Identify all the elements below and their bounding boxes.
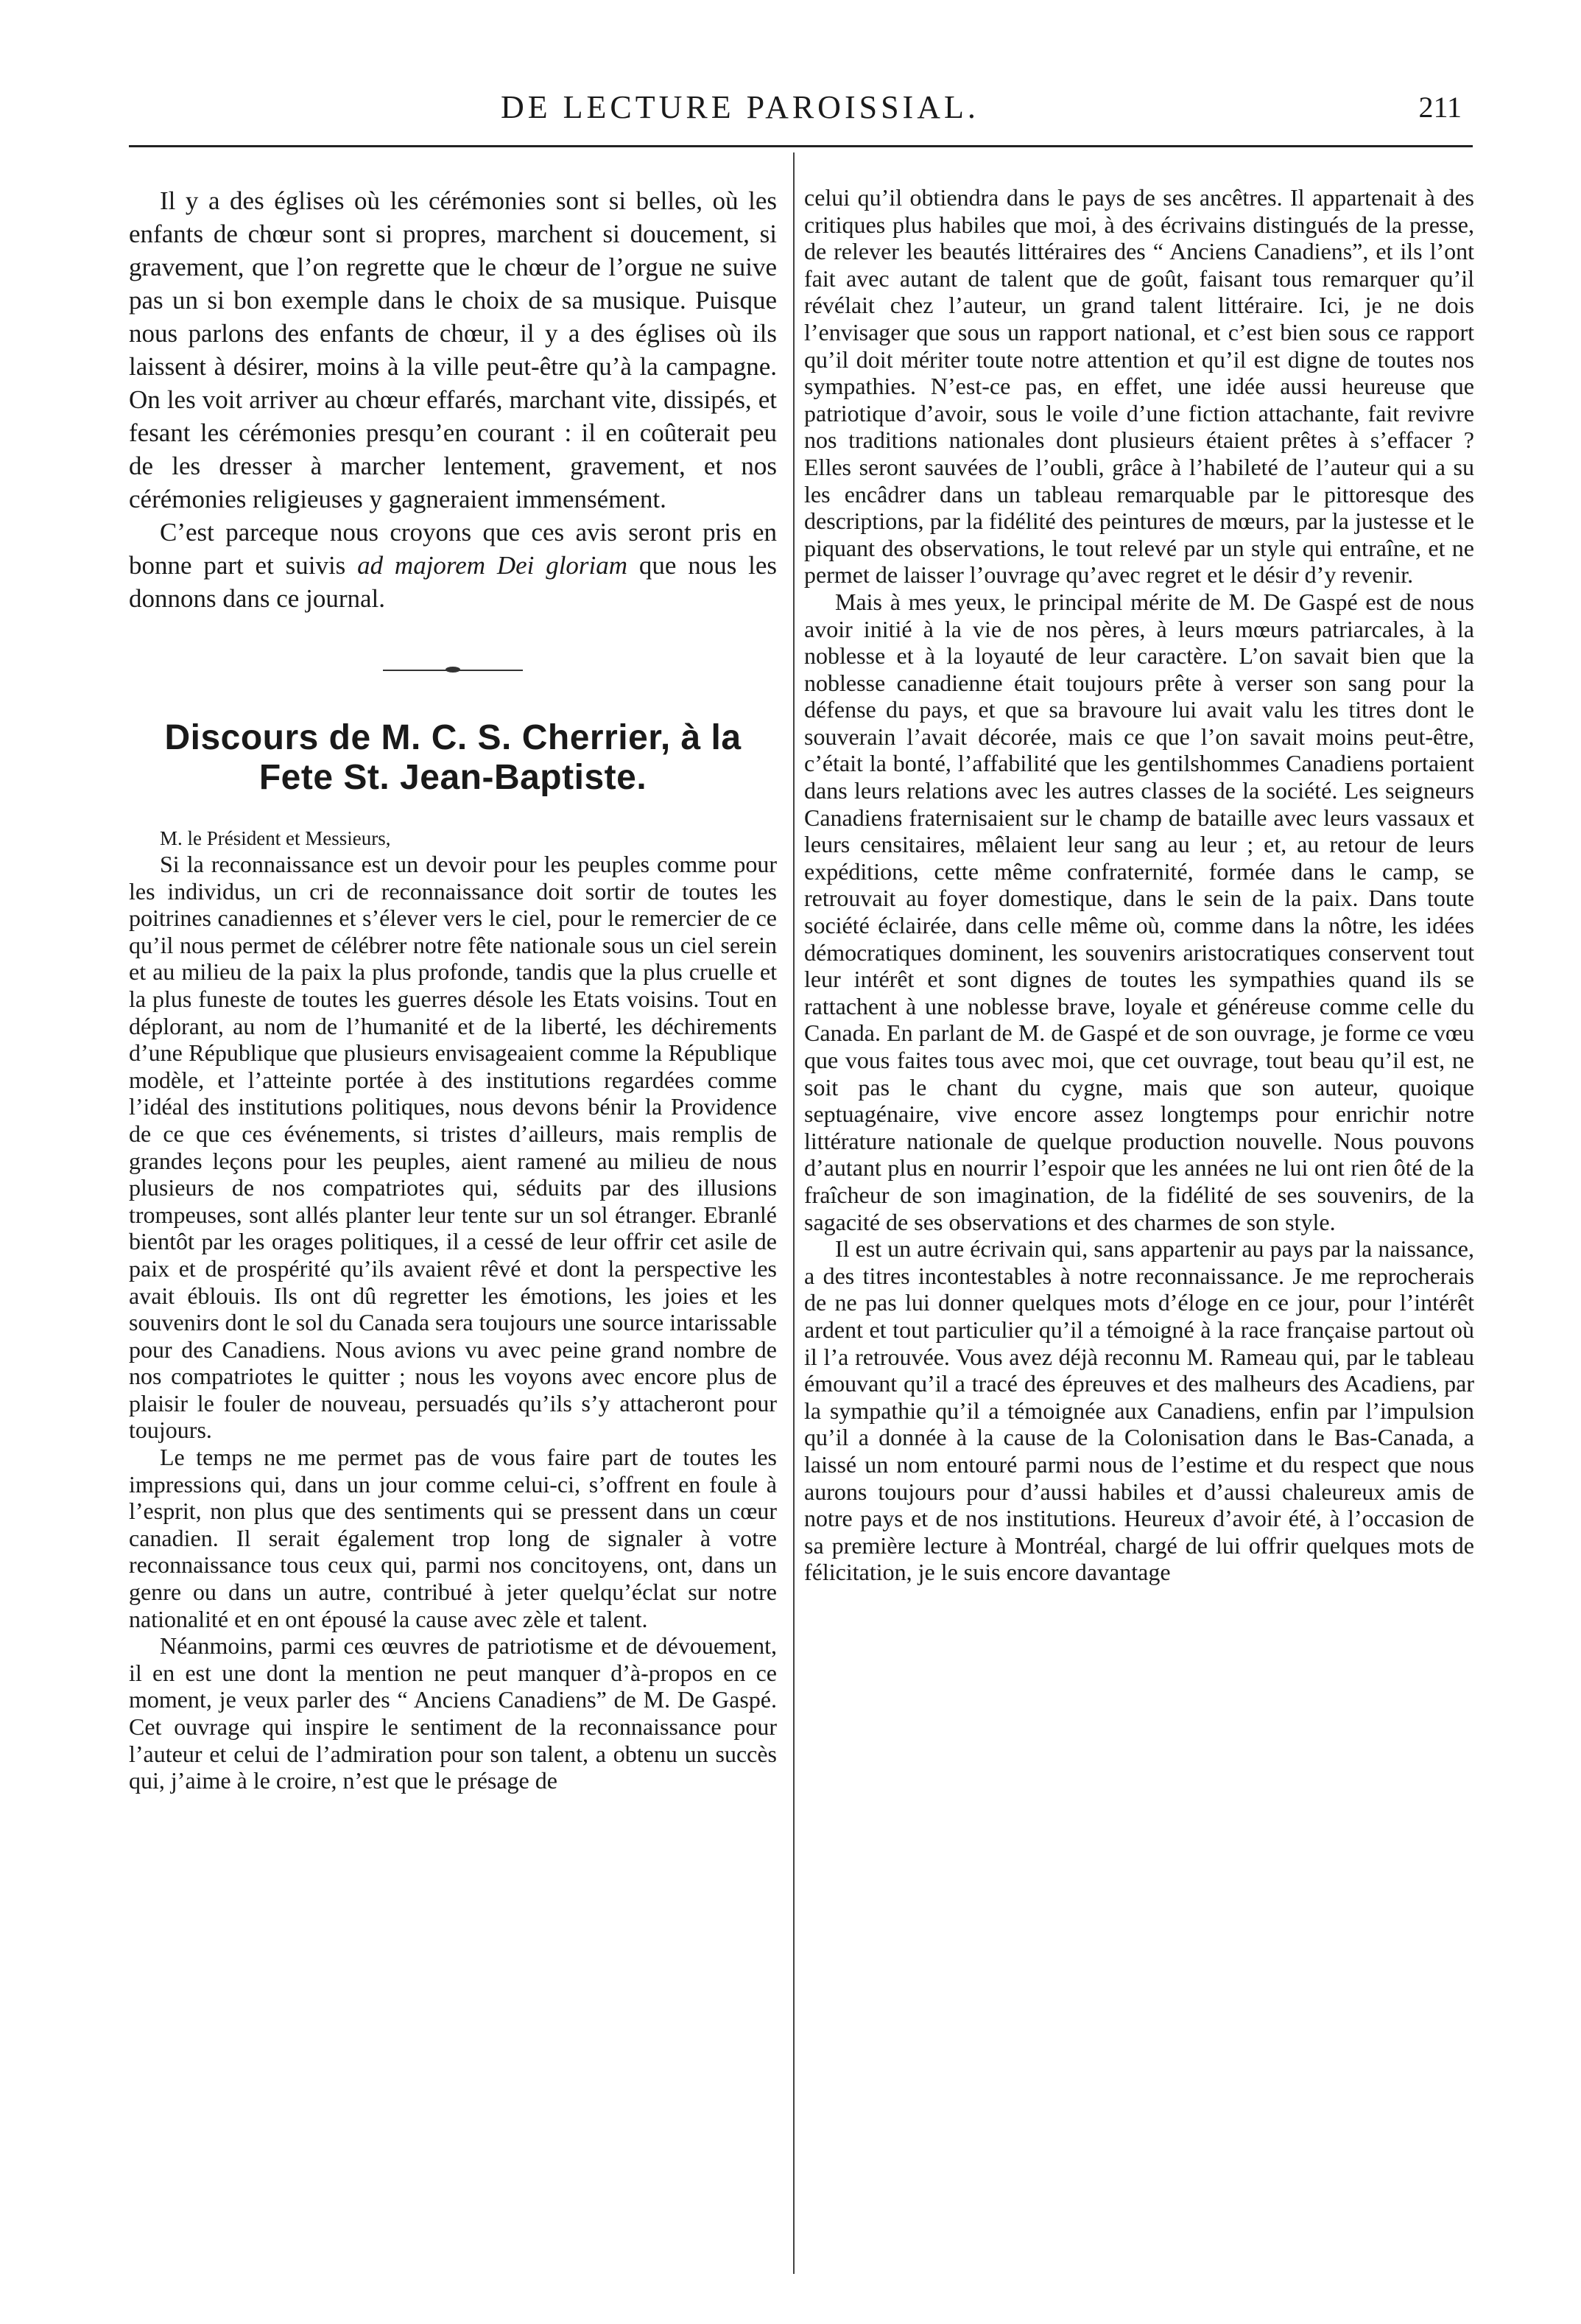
section-ornament [383, 667, 523, 674]
column-divider [793, 152, 795, 2274]
page-header [129, 88, 1476, 140]
speech-title: Discours de M. C. S. Cherrier, à la Fete St. Jean-Baptiste. [164, 718, 742, 797]
paragraph [129, 516, 777, 615]
speech-section [129, 851, 777, 1794]
left-column [129, 184, 777, 1794]
paragraph: Si la reconnaissance est un devoir pour les peuples comme pour les individus, un cri de reconnaissance doit sortir de toutes les poitrines canadiennes et s’élever vers le ciel, pour le remercier de ce qu’il nous permet de célébrer notre fête nationale sous un ciel serein et au milieu de la paix la plus profonde, tandis que la plus cruelle et la plus funeste de toutes les guerres désole les Etats voisins. Tout en déplorant, au nom de l’humanité et de la liberté, les déchirements d’une République que plusieurs envisageaient comme la République modèle, et l’atteinte portée à des institutions regardées comme l’idéal des institutions politiques, nous devons bénir la Providence de ce que ces événements, si tristes d’ailleurs, mais remplis de grandes leçons pour les peuples, aient ramené au milieu de nous plusieurs de nos compatriotes qui, séduits par des illusions trompeuses, sont allés planter leur tente sur un sol étranger. Ebranlé bientôt par les orages politiques, il a cessé de leur offrir cet asile de paix et de prospérité qu’ils avaient rêvé et dont la perspective les avait éblouis. Ils ont dû regretter les émotions, les joies et les souvenirs dont le sol du Canada sera toujours une source intarissable pour des Canadiens. Nous avions vu avec peine grand nombre de nos compatriotes le quitter ; nous les voyons avec encore plus de plaisir le fouler de nouveau, persuadés qu’ils s’y attacheront pour toujours. [129, 851, 777, 1444]
paragraph: Il y a des églises où les cérémonies sont si belles, où les enfants de chœur sont si propres, marchent si doucement, si gravement, que l’on regrette que le chœur de l’orgue ne suive pas un si bon exemple dans le choix de sa musique. Puisque nous parlons des enfants de chœur, il y a des églises où ils laissent à désirer, moins à la ville peut-être qu’à la campagne. On les voit arriver au chœur effarés, marchant vite, dissipés, et fesant les cérémonies presqu’en courant : il en coûterait peu de les dresser à marcher lentement, gravement, et nos cérémonies religieuses y gagneraient immensément. [129, 186, 777, 513]
paragraph: Mais à mes yeux, le principal mérite de M. De Gaspé est de nous avoir initié à la vie de nos pères, à leurs mœurs patriarcales, à la noblesse et à la loyauté de leur caractère. L’on savait bien que la noblesse canadienne était toujours prête à verser son sang pour la défense du pays, et que sa bravoure lui avait valu les titres dont le souverain l’avait décorée, mais ce que l’on savait moins peut-être, c’était la bonté, l’affabilité que les gentilshommes Canadiens portaient dans leurs relations avec les autres classes de la société. Les seigneurs Canadiens fraternisaient sur le champ de bataille avec leurs vassaux et leurs censitaires, mêlaient leur sang au leur ; et, au retour de leurs expéditions, cette même confraternité, formée dans le camp, se retrouvait au foyer domestique, dans le sein de la paix. Dans toute société éclairée, dans celle même où, comme dans la nôtre, les idées démocratiques dominent, les souvenirs aristocratiques conservent tout leur intérêt et sont dignes de toutes les sympathies quand ils se rattachent à une noblesse brave, loyale et généreuse comme celle du Canada. En parlant de M. de Gaspé et de son ouvrage, je forme ce vœu que vous faites tous avec moi, que cet ouvrage, tout beau qu’il est, ne soit pas le chant du cygne, mais que son auteur, quoique septuagénaire, vive encore assez longtemps pour enrichir notre littérature nationale de quelque production nouvelle. Nous pouvons d’autant plus en nourrir l’espoir que les années ne lui ont rien ôté de la fraîcheur de son imagination, de la fidélité de ses souvenirs, de la sagacité de ses observations et des charmes de son style. [804, 588, 1474, 1235]
running-title: DE LECTURE PAROISSIAL. [501, 89, 979, 125]
paragraph: celui qu’il obtiendra dans le pays de ses ancêtres. Il appartenait à des critiques plus habiles que moi, à des écrivains distingués de la presse, de relever les beautés littéraires des “ Anciens Canadiens”, et ils l’ont fait avec autant de talent que de goût, faisant tous remarquer qu’il révélait chez l’auteur, un grand talent littéraire. Ici, je ne dois l’envisager que sous un rapport national, et c’est bien sous ce rapport qu’il doit mériter toute notre attention et qu’il est digne de toutes nos sympathies. N’est-ce pas, en effet, une idée aussi heureuse que patriotique d’avoir, sous le voile d’une fiction attachante, fait revivre nos traditions nationales dont plusieurs étaient prêtes à s’effacer ? Elles seront sauvées de l’oubli, grâce à l’habileté de l’auteur qui a su les encâdrer dans un tableau remarquable par le pittoresque des descriptions, par la fidélité des peintures de mœurs, par la justesse et le piquant des observations, le tout relevé par un style qui entraîne, et ne permet de laisser l’ouvrage qu’avec regret et le désir d’y revenir. [804, 184, 1474, 589]
salutation: M. le Président et Messieurs, [160, 827, 391, 849]
paragraph: Néanmoins, parmi ces œuvres de patriotisme et de dévouement, il en est une dont la mention ne peut manquer d’à-propos en ce moment, je veux parler des “ Anciens Canadiens” de M. De Gaspé. Cet ouvrage qui inspire le sentiment de la reconnaissance pour l’auteur et celui de l’admiration pour son talent, a obtenu un succès qui, j’aime à le croire, n’est que le présage de [129, 1632, 777, 1794]
ornament-knot [446, 667, 460, 673]
page-number: 211 [1418, 91, 1462, 124]
right-column [804, 184, 1474, 1586]
paragraph-text: que nous les donnons dans ce journal. [129, 551, 777, 613]
intro-section [129, 184, 777, 615]
latin-phrase: ad majorem Dei gloriam [357, 551, 628, 580]
paragraph-text: C’est parceque nous croyons que ces avis seront pris en bonne part et suivis [129, 518, 777, 580]
header-rule [129, 145, 1473, 147]
paragraph: Le temps ne me permet pas de vous faire part de toutes les impressions qui, dans un jour comme celui-ci, s’offrent en foule à l’esprit, non plus que des sentiments qui se pressent dans un cœur canadien. Il serait également trop long de signaler à votre reconnaissance tous ceux qui, parmi nos concitoyens, ont, dans un genre ou dans un autre, contribué à jeter quelqu’éclat sur notre nationalité et en ont épousé la cause avec zèle et talent. [129, 1444, 777, 1632]
paragraph: Il est un autre écrivain qui, sans appartenir au pays par la naissance, a des titres incontestables à notre reconnaissance. Je me reprocherais de ne pas lui donner quelques mots d’éloge en ce jour, pour l’intérêt ardent et tout particulier qu’il a témoigné à la race française partout où il l’a retrouvée. Vous avez déjà reconnu M. Rameau qui, par le tableau émouvant qu’il a tracé des épreuves et des malheurs des Acadiens, par la sympathie qu’il a témoignée aux Canadiens, enfin par l’impulsion qu’il a donnée à la cause de la Colonisation dans le Bas-Canada, a laissé un nom entouré parmi nous de l’estime et du respect que nous aurons toujours pour d’aussi habiles et d’aussi chaleureux amis de notre pays et de nos institutions. Heureux d’avoir été, à l’occasion de sa première lecture à Montréal, chargé de lui offrir quelques mots de félicitation, je le suis encore davantage [804, 1235, 1474, 1586]
